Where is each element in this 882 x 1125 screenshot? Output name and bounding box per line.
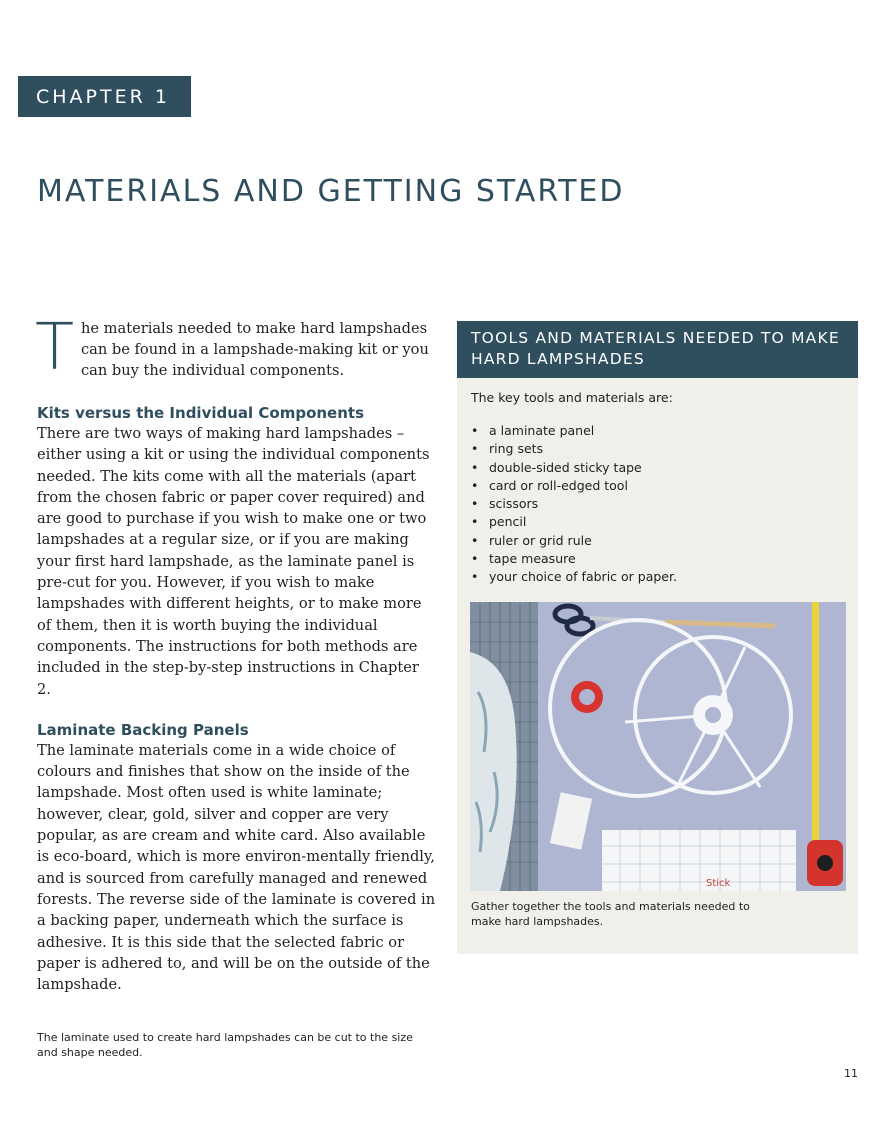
intro-paragraph xyxy=(35,311,437,385)
sidebar-intro: The key tools and materials are: xyxy=(471,390,673,405)
main-text-column xyxy=(35,311,437,995)
tools-list xyxy=(471,422,844,587)
list-item: • tape measure xyxy=(471,550,844,568)
list-item: • a laminate panel xyxy=(471,422,844,440)
chapter-label: CHAPTER 1 xyxy=(18,76,191,117)
page-title: MATERIALS AND GETTING STARTED xyxy=(37,174,625,209)
intro-text: he materials needed to make hard lampshades can be found in a lampshade-making kit or you can buy the individual components. xyxy=(81,320,429,379)
tools-photo xyxy=(470,602,846,891)
tools-photo-illustration xyxy=(470,602,846,891)
list-item: • pencil xyxy=(471,513,844,531)
list-item: • ring sets xyxy=(471,440,844,458)
sidebar-title: TOOLS AND MATERIALS NEEDED TO MAKE HARD LAMPSHADES xyxy=(457,321,858,378)
section-body-kits: There are two ways of making hard lampshades – either using a kit or using the individual components needed. The kits come with all the materials (apart from the chosen fabric or paper cover required) and are good to purchase if you wish to make one or two lampshades at a regular size, or if you are making your first hard lampshade, as the laminate panel is pre-cut for you. However, if you wish to make lampshades with different heights, or to make more of them, then it is worth buying the individual components. The instructions for both methods are included in the step-by-step instructions in Chapter 2. xyxy=(37,425,430,698)
list-item: • your choice of fabric or paper. xyxy=(471,568,844,586)
list-item: • card or roll-edged tool xyxy=(471,477,844,495)
section-body-laminate: The laminate materials come in a wide choice of colours and finishes that show on the inside of the lampshade. Most often used is white laminate; however, clear, gold, silver and copper are very popular, as are cream and white card. Also available is eco-board, which is more environ-mentally friendly, and is sourced from carefully managed and renewed forests. The reverse side of the laminate is covered in a backing paper, underneath which the surface is adhesive. It is this side that the selected fabric or paper is adhered to, and will be on the outside of the lampshade. xyxy=(37,741,436,994)
section-heading-kits: Kits versus the Individual Components xyxy=(37,404,365,422)
photo-caption: Gather together the tools and materials needed to make hard lampshades. xyxy=(471,900,750,928)
page-number: 11 xyxy=(844,1067,858,1080)
tools-sidebar xyxy=(457,321,858,954)
list-item: • ruler or grid rule xyxy=(471,532,844,550)
drop-cap: T xyxy=(35,311,75,385)
list-item: • scissors xyxy=(471,495,844,513)
list-item: • double-sided sticky tape xyxy=(471,459,844,477)
section-heading-laminate: Laminate Backing Panels xyxy=(37,720,249,739)
photo-logo-text: Stick xyxy=(706,878,731,889)
footnote: The laminate used to create hard lampshades can be cut to the size and shape needed. xyxy=(37,1031,413,1059)
